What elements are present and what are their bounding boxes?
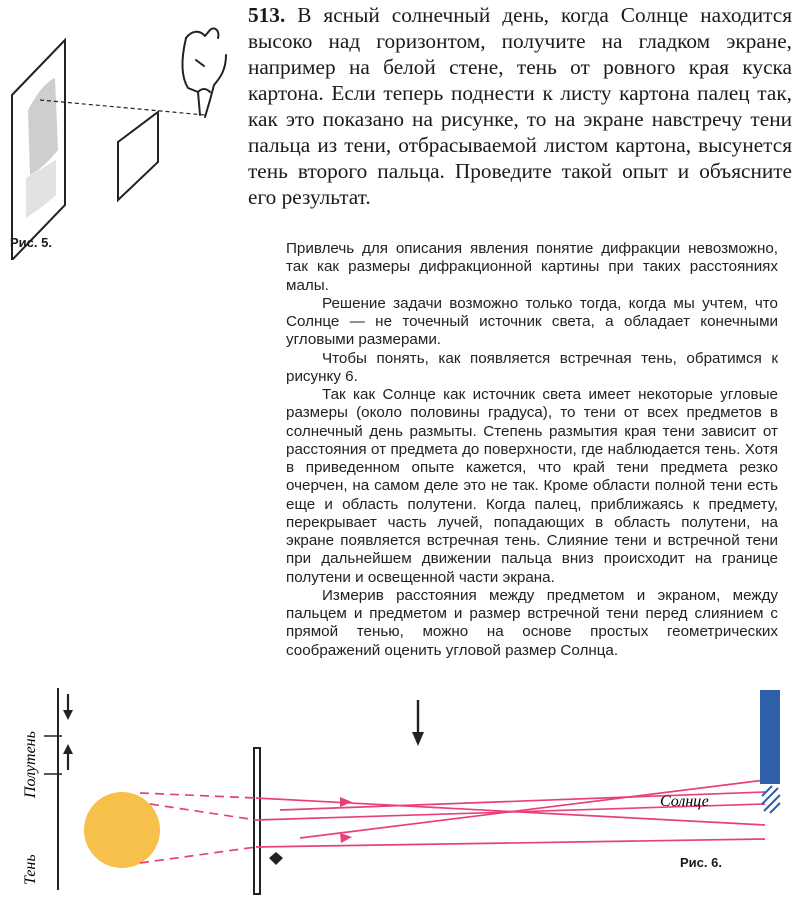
- finger-arrow-icon: [412, 700, 424, 746]
- ray-dashed-lower: [140, 847, 256, 863]
- label-penumbra: Полутень: [22, 731, 39, 798]
- label-shadow: Тень: [22, 854, 39, 885]
- ray-dashed-middle: [150, 804, 256, 820]
- solution-text: [286, 240, 778, 660]
- ray-arrowhead: [340, 833, 352, 843]
- problem-text: В ясный солнечный день, когда Солнце находится высоко над горизонтом, получите на гладком экране, например на белой стене, тень от ровного края куска картона. Если теперь поднести к листу картона палец так, как это показано на рисунке, то на экране навстречу тени пальца из тени, отбрасываемой листом картона, высунется тень второго пальца. Проведите такой опыт и объясните его результат.: [248, 3, 792, 209]
- ray-3: [256, 839, 765, 847]
- arrow-down-icon: [63, 694, 73, 720]
- solution-paragraph: Решение задачи возможно только тогда, когда мы учтем, что Солнце — не точечный источник света, а обладает конечными угловыми размерами.: [286, 294, 778, 349]
- solution-paragraph: Чтобы понять, как появляется встречная тень, обратимся к рисунку 6.: [286, 349, 778, 385]
- ray-dashed-upper: [140, 793, 256, 798]
- problem-number: 513.: [248, 3, 286, 27]
- finger-object: [269, 852, 283, 865]
- figure-5-spacer: [52, 2, 248, 210]
- cardboard-object: [254, 748, 260, 894]
- problem-statement: [52, 2, 792, 210]
- figure-5-caption: Рис. 5.: [10, 235, 52, 250]
- arrow-up-icon: [63, 744, 73, 770]
- solution-paragraph: Измерив расстояния между предметом и экраном, между пальцем и предметом и размер встречной тени перед слиянием с прямой тенью, можно на основе простых геометрических соображений оценить угловой размер Солнца.: [286, 586, 778, 659]
- shadow-region: [760, 690, 780, 784]
- ray-arrowhead: [340, 797, 352, 807]
- solution-paragraph: Привлечь для описания явления понятие дифракции невозможно, так как размеры дифракционной картины при таких расстояниях малы.: [286, 240, 778, 294]
- penumbra-region: [762, 786, 780, 813]
- figure-6-caption: Рис. 6.: [680, 855, 722, 870]
- label-sun: Солнце: [660, 793, 709, 810]
- solution-paragraph: Так как Солнце как источник света имеет некоторые угловые размеры (около половины градуса), то тени от всех предметов в солнечный день размыты. Степень размытия края тени зависит от расстояния от предмета до поверхности, где наблюдается тень. Хотя в приведенном опыте кажется, что край тени предмета резко очерчен, на самом деле это не так. Кроме области полной тени есть еще и область полутени. Когда палец, приближаясь к предмету, перекрывает часть лучей, попадающих в область полутени, на экране появляется встречная тень. Слияние тени и встречной тени при дальнейшем движении пальца вниз происходит на границе полутени и освещенной части экрана.: [286, 386, 778, 586]
- sun: [84, 792, 160, 868]
